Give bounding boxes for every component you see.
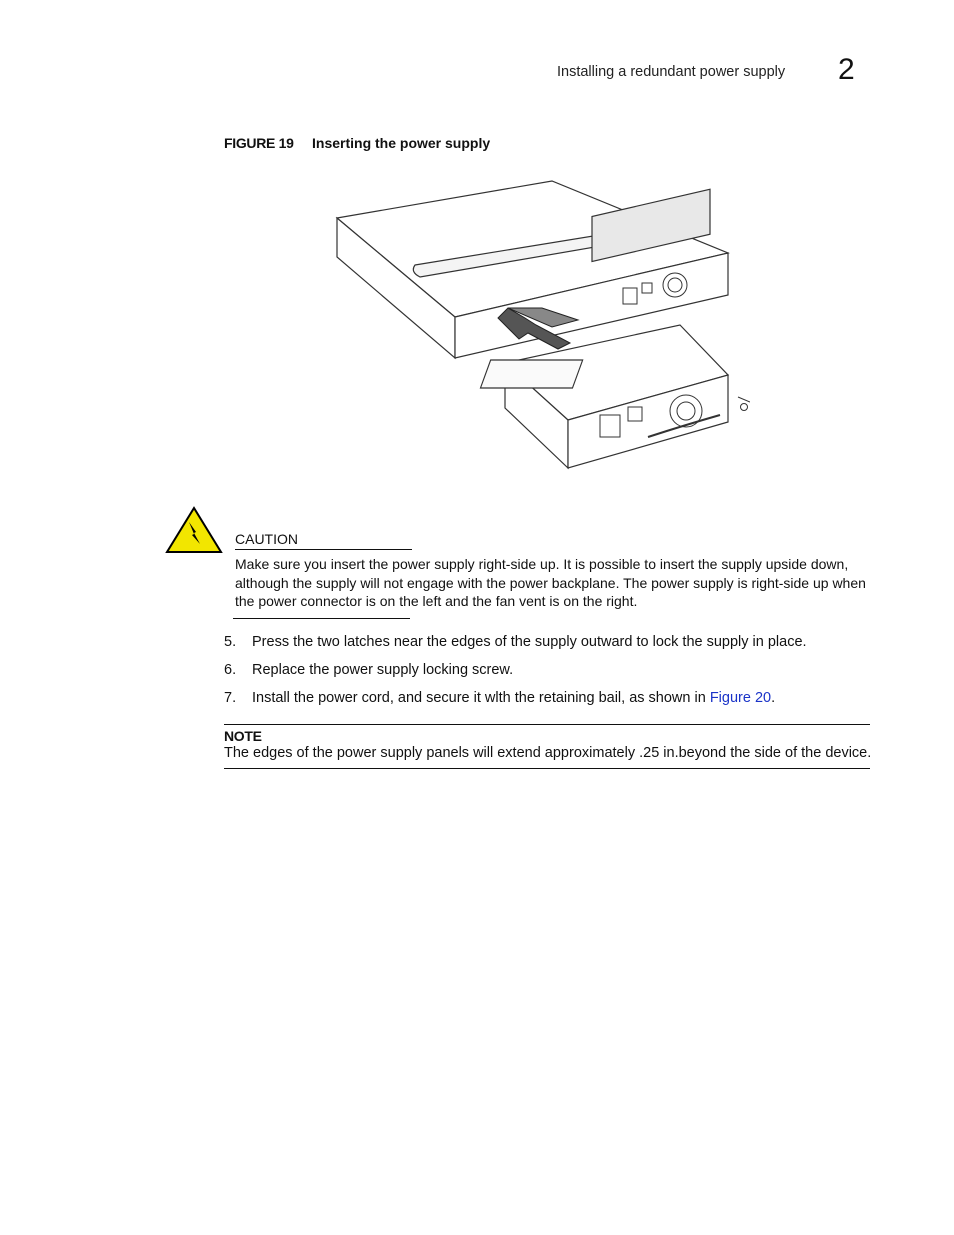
step-text: Press the two latches near the edges of the supply outward to lock the supply in place. xyxy=(252,634,807,650)
step-text: Replace the power supply locking screw. xyxy=(252,662,514,678)
step-text-end: . xyxy=(771,690,776,706)
note-rule-top xyxy=(224,724,870,725)
running-header: Installing a redundant power supply xyxy=(557,64,786,80)
figure-title: Inserting the power supply xyxy=(312,135,491,151)
note-text: The edges of the power supply panels will extend approximately .25 in.beyond the side of the device. xyxy=(224,745,872,761)
step-text: Install the power cord, and secure it wlth the retaining bail, as shown in xyxy=(252,690,710,706)
caution-rule-bottom xyxy=(233,618,410,619)
electrical-hazard-icon xyxy=(165,506,223,554)
module-label-area xyxy=(480,360,582,388)
caution-rule-top xyxy=(235,549,412,550)
note-rule-bottom xyxy=(224,768,870,769)
step-7 xyxy=(224,690,775,706)
step-6 xyxy=(224,662,513,678)
locking-screw xyxy=(738,397,750,411)
note-label: NOTE xyxy=(224,728,262,744)
caution-label: CAUTION xyxy=(235,531,298,547)
power-supply-module xyxy=(480,325,728,468)
step-number: 6. xyxy=(224,662,237,678)
chapter-number: 2 xyxy=(838,53,855,86)
caution-text: Make sure you insert the power supply right-side up. It is possible to insert the supply upside down, although the supply will not engage with the power backplane. The power supply is right-side up when the power connector is on the left and the fan vent is on the right. xyxy=(235,556,866,610)
step-5 xyxy=(224,634,807,650)
power-supply-illustration xyxy=(330,175,750,475)
step-number: 7. xyxy=(224,690,237,706)
step-number: 5. xyxy=(224,634,237,650)
figure-20-link[interactable]: Figure 20 xyxy=(709,690,772,706)
figure-label: FIGURE 19 xyxy=(224,135,294,151)
